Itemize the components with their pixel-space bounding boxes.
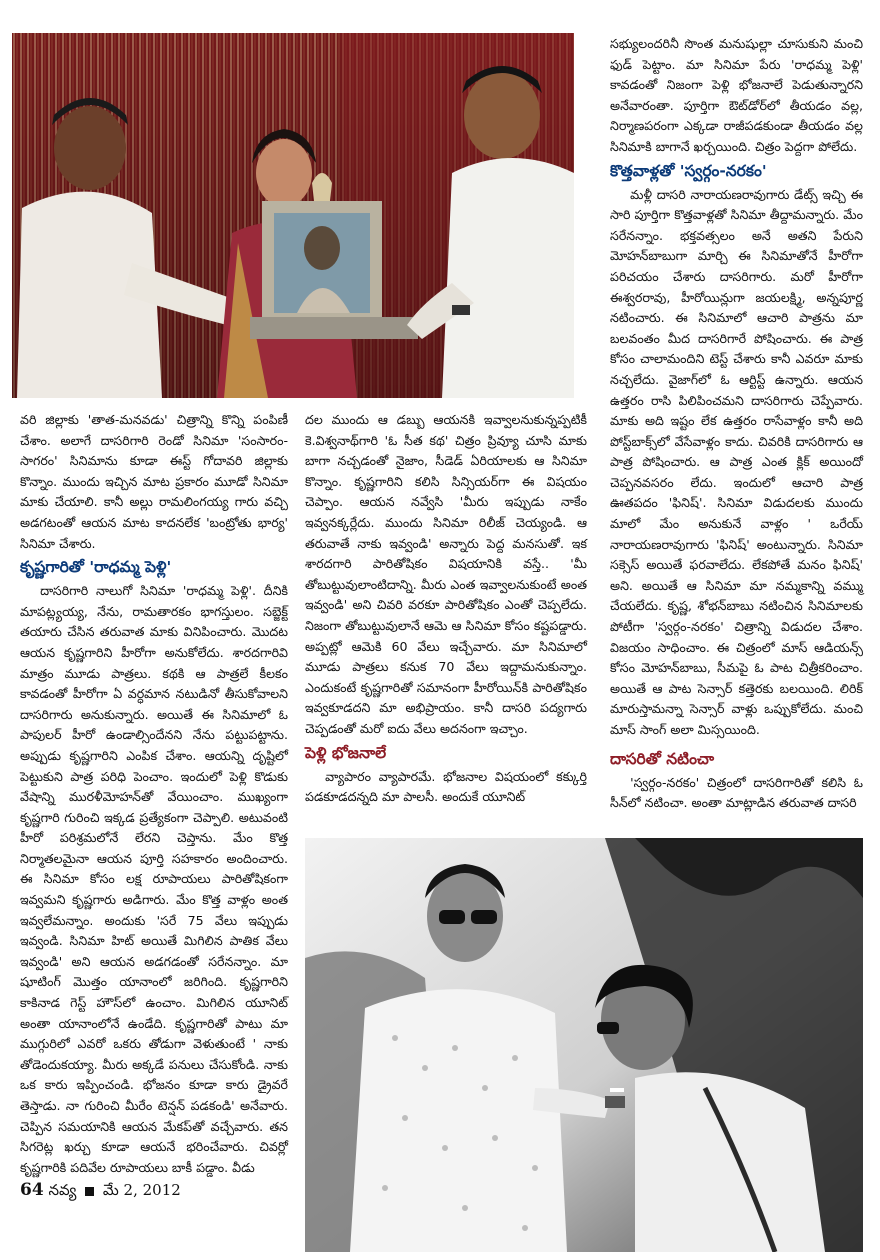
section-heading-dasari: దాసరితో నటించా	[610, 749, 715, 768]
article-column-left	[20, 410, 288, 1178]
paragraph: వ్యాపారం వ్యాపారమే. భోజనాల విషయంలో కక్కుర్తి పడకూడదన్నది మా పాలసీ. అందుకే యూనిట్	[305, 768, 587, 805]
separator-square-icon	[85, 1187, 94, 1196]
section-heading-pelli-bhojanale: పెళ్లి భోజనాలే	[305, 743, 387, 762]
paragraph: సభ్యులందరినీ సొంత మనుషుల్లా చూసుకుని మంచి ఫుడ్ పెట్టాం. మా సినిమా పేరు 'రాధమ్మ పెళ్లి' కావడంతో నిజంగా పెళ్లి భోజనాలే పెడుతున్నారని అనేవారంతా. పూర్తిగా ఔట్‌డోర్‌లో తీయడం వల్ల, నిర్మాణపరంగా ఎక్కడా రాజీపడకుండా తీయడం వల్ల సినిమాకి బాగానే ఖర్చయింది. చిత్రం పెద్దగా పోలేదు.	[610, 36, 863, 154]
page-footer	[20, 1180, 181, 1203]
paragraph: 'స్వర్గం-నరకం' చిత్రంలో దాసరిగారితో కలిసి ఓ సీన్‌లో నటించా. అంతా మాట్లాడిన తరువాత దాసరి	[610, 774, 863, 811]
paragraph: దల ముందు ఆ డబ్బు ఆయనకి ఇవ్వాలనుకున్నప్పటికీ కె.విశ్వనాథ్‌గారి 'ఓ సీత కథ' చిత్రం ప్రివ్యూ చూసి మాకు బాగా నచ్చడంతో నైజాం, సీడెడ్ ఏరియాలకు ఆ సినిమా కొన్నాం. కృష్ణగారిని కలిసి సిన్సియర్‌గా ఈ విషయం చెప్పాం. ఆయన నవ్వేసి 'మీరు ఇప్పుడు నాకేం ఇవ్వనక్కర్లేదు. ముందు సినిమా రిలీజ్ చెయ్యండి. ఆ తరువాతే నాకు ఇవ్వండి' అన్నారు పెద్ద మనసుతో. ఇక శారదగారి పారితోషికం విషయానికి వస్తే.. 'మీ తోబుట్టువులాంటిదాన్ని. మీరు ఎంత ఇవ్వాలనుకుంటే అంత ఇవ్వండి' అని చివరి వరకూ పారితోషికం ఎంతో చెప్పలేదు. నిజంగా తోబుట్టువులానే ఆమె ఆ సినిమా కోసం కష్టపడ్డారు. అప్పట్లో ఆమెకి 60 వేలు ఇచ్చేవారు. మా సినిమాలో మూడు పాత్రలు కనుక 70 వేలు ఇద్దామనుకున్నాం. ఎందుకంటే కృష్ణగారితో సమానంగా హీరోయిన్‌కి పారితోషికం ఇవ్వకూడదని మా అభిప్రాయం. కానీ దాసరి పద్యగారు చెప్పడంతో మరో ఐదు వేలు అదనంగా ఇచ్చాం.	[305, 412, 587, 736]
paragraph: వరి జిల్లాకు 'తాత-మనవడు' చిత్రాన్ని కొన్ని పంపిణీ చేశాం. అలాగే దాసరిగారి రెండో సినిమా 'సంసారం-సాగరం' సినిమాను కూడా ఈస్ట్ గోదావరి జిల్లాకు కొన్నాం. ముందు ఇచ్చిన మాట ప్రకారం మూడో సినిమా మాకు చేయాలి. కానీ అల్లు రామలింగయ్య గారు వచ్చి అడగటంతో ఆయన మాట కాదనలేక 'బంట్రోతు భార్య' సినిమా చేశారు.	[20, 412, 288, 551]
issue-date: మే 2, 2012	[102, 1181, 181, 1199]
article-column-middle	[305, 410, 587, 808]
award-ceremony-photo	[12, 33, 574, 398]
article-column-right-top	[610, 34, 863, 814]
paragraph: దాసరిగారి నాలుగో సినిమా 'రాధమ్మ పెళ్లి'. దీనికి మాపట్ల్యయ్య, నేను, రామతారకం భాగస్తులం. సబ్జెక్ట్ తయారు చేసిన తరువాత మాకు వినిపించారు. మొదట ఆయన కృష్ణగారిని హీరోగా అనుకోలేదు. శారదగారివి మాత్రం మూడు పాత్రలు. కథకి ఆ పాత్రలే కీలకం కావడంతో హీరోగా ఏ వర్ధమాన నటుడినో తీసుకోవాలని దాసరిగారు అనుకున్నారు. అయితే ఈ సినిమాలో ఓ పాపులర్ హీరో ఉండాల్సిందేనని నేను పట్టుపట్టాను. అప్పుడు కృష్ణగారిని ఎంపిక చేశాం. ఆయన్ని దృష్టిలో పెట్టుకుని పాత్ర పరిధి పెంచాం. ఇందులో పెళ్లి కొడుకు వేషాన్ని మురళీమోహన్‌తో వేయించాం. ముఖ్యంగా కృష్ణగారి గురించి ఇక్కడ ప్రత్యేకంగా చెప్పాలి. అటువంటి హీరో పరిశ్రమలోనే లేరని చెప్తాను. మేం కొత్త నిర్మాతలమైనా ఆయన పూర్తి సహకారం అందించారు. ఈ సినిమా కోసం లక్ష రూపాయలు పారితోషికంగా ఇవ్వమని కృష్ణగారు అడిగారు. మేం కొత్త వాళ్లం అంత ఇవ్వలేమన్నాం. అందుకు 'సరే 75 వేలు ఇప్పుడు ఇవ్వండి. సినిమా హిట్ అయితే మిగిలిన పాతిక వేలు ఇవ్వండి' అని ఆయన అడగడంతో సరేనన్నాం. మా షూటింగ్ మొత్తం యానాంలో జరిగింది. కృష్ణగారిని కాకినాడ గెస్ట్ హౌస్‌లో ఉంచాం. మిగిలిన యూనిట్ అంతా యానాంలోనే ఉండేది. కృష్ణగారితో పాటు మా ముగ్గురిలో ఎవరో ఒకరు తోడుగా వెళుతుంటే ' నాకు తోడెందుకయ్యా. మీరు అక్కడే పనులు చేసుకోండి. నాకు ఒక కారు ఇప్పించండి. భోజనం కూడా కారు డ్రైవరే తెస్తాడు. నా గురించి మీరేం టెన్షన్ పడకండి' అనేవారు. చెప్పిన సమయానికి ఆయన మేకప్‌తో వచ్చేవారు. తన సిగరెట్ల ఖర్చు కూడా ఆయనే భరించేవారు. చివర్లో కృష్ణగారికి పదివేల రూపాయలు బాకీ పడ్డాం. వీడు	[20, 583, 288, 1175]
paragraph: మళ్లీ దాసరి నారాయణరావుగారు డేట్స్ ఇచ్చి ఈ సారి పూర్తిగా కొత్తవాళ్లతో సినిమా తీద్దామన్నారు. మేం సరేనన్నాం. భక్తవత్సలం అనే అతని పేరుని మోహన్‌బాబుగా మార్చి ఈ సినిమాతోనే హీరోగా పరిచయం చేశారు దాసరిగారు. మరో హీరోగా ఈశ్వరరావు, హీరోయిన్లుగా జయలక్ష్మి, అన్నపూర్ణ నటించారు. ఈ సినిమాలో ఆచారి పాత్రను మా బలవంతం మీద దాసరిగారే పోషించారు. ఈ పాత్ర కోసం చాలామందిని టెస్ట్ చేశారు కానీ ఎవరూ మాకు నచ్చలేదు. వైజాగ్‌లో ఓ ఆర్టిస్ట్ ఉన్నారు. ఆయన ఉత్తరం రాసి పిలిపించమని దాసరిగారు చెప్పేవారు. మాకు అది ఇష్టం లేక ఉత్తరం రాసేవాళ్లం కానీ అది పోస్ట్‌బాక్స్‌లో వేసేవాళ్లం కాదు. చివరికి దాసరిగారు ఆ పాత్ర పోషించారు. ఆ పాత్ర ఎంత క్లిక్ అయిందో చెప్పనవసరం లేదు. ఇందులో ఆచారి పాత్ర ఊతపదం 'ఫినిష్'. సినిమా విడుదలకు ముందు మాలో మేం అనుకునే వాళ్లం ' ఒరేయ్ నారాయణరావుగారు 'ఫినిష్' అంటున్నారు. సినిమా సక్సెస్ అయితే ఫరవాలేదు. లేకపోతే మనం ఫినిష్' అని. అయితే ఆ సినిమా మా నమ్మకాన్ని వమ్ము చేయలేదు. కృష్ణ, శోభన్‌బాబు నటించిన సినిమాలకు పోటీగా 'స్వర్గం-నరకం' చిత్రాన్ని విడుదల చేశాం. విజయం సాధించాం. ఈ చిత్రంలో మాస్ ఆడియన్స్ కోసం మోహన్‌బాబు, సీమపై ఓ పాట చిత్రీకరించాం. అయితే ఆ పాట సెన్సార్ కత్తెరకు బలయింది. లిరిక్ మారుస్తామన్నా సెన్సార్ వాళ్లు ఒప్పుకోలేదు. మంచి మాస్ సాంగ్ అలా మిస్సయింది.	[610, 186, 863, 737]
section-heading-radhamma-pelli: కృష్ణగారితో 'రాధమ్మ పెళ్లి'	[20, 558, 172, 577]
black-and-white-photo	[305, 838, 863, 1252]
page-number: 64	[20, 1180, 44, 1200]
magazine-name: నవ్య	[48, 1181, 77, 1199]
section-heading-swargam-narakam: కొత్తవాళ్లతో 'స్వర్గం-నరకం'	[610, 161, 767, 180]
